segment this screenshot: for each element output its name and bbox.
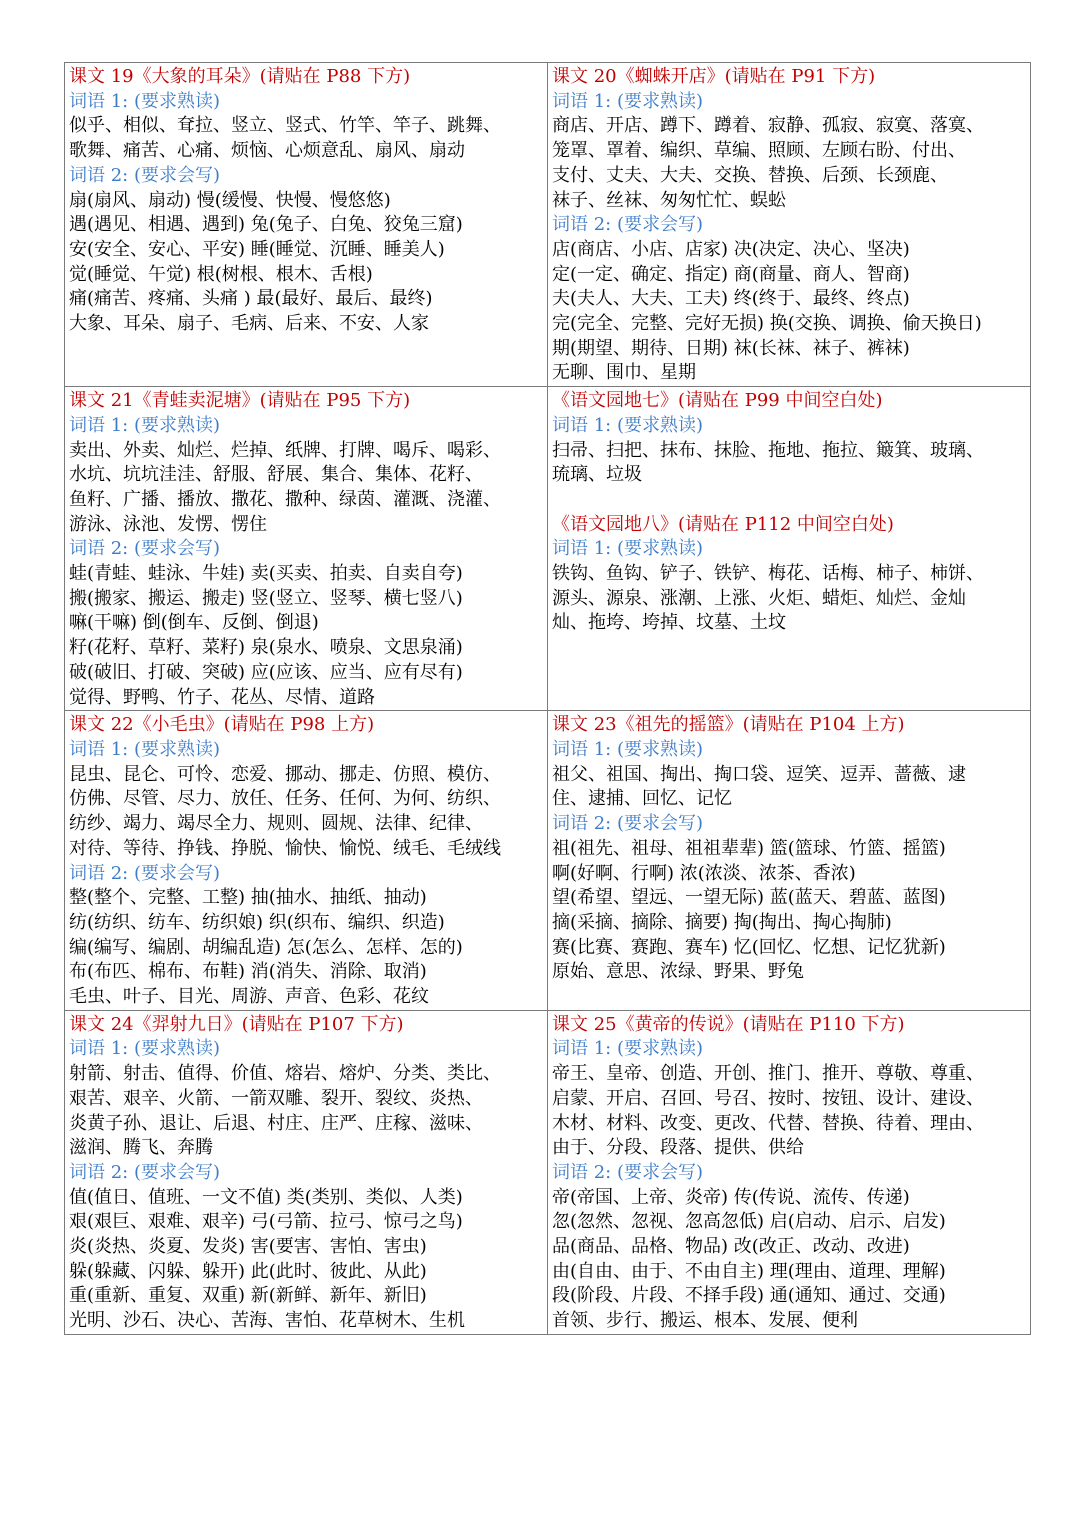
vocab-line: 无聊、围巾、星期 [552,362,696,384]
vocab-line: 首领、步行、搬运、根本、发展、便利 [552,1310,858,1332]
vocab-line: 品(商品、品格、物品) 改(改正、改动、改进) [552,1236,910,1258]
vocab-line: 铁钩、鱼钩、铲子、铁铲、梅花、话梅、柿子、柿饼、 [552,563,984,585]
vocab-group-label: 词语 2: (要求会写) [552,1161,704,1183]
vocab-line: 段(阶段、片段、不择手段) 通(通知、通过、交通) [552,1285,946,1307]
lesson-cell-left [65,711,548,1010]
vocab-line: 支付、丈夫、大夫、交换、替换、后颈、长颈鹿、 [552,164,948,186]
vocab-line: 扇(扇风、扇动) 慢(缓慢、快慢、慢悠悠) [69,189,391,211]
vocab-line: 编(编写、编剧、胡编乱造) 怎(怎么、怎样、怎的) [69,936,463,958]
vocabulary-table-body [65,63,1031,1335]
lesson-row [65,63,1031,387]
vocab-group-label: 词语 1: (要求熟读) [69,414,221,436]
vocab-line: 安(安全、安心、平安) 睡(睡觉、沉睡、睡美人) [69,238,445,260]
vocab-line: 整(整个、完整、工整) 抽(抽水、抽纸、抽动) [69,887,427,909]
vocab-line: 由(自由、由于、不由自主) 理(理由、道理、理解) [552,1260,946,1282]
vocab-line: 水坑、坑坑洼洼、舒服、舒展、集合、集体、花籽、 [69,464,483,486]
vocab-line: 布(布匹、棉布、布鞋) 消(消失、消除、取消) [69,961,427,983]
lesson-title: 《语文园地七》(请贴在 P99 中间空白处) [552,390,883,412]
vocab-line: 忽(忽然、忽视、忽高忽低) 启(启动、启示、启发) [552,1211,946,1233]
vocab-line: 赛(比赛、赛跑、赛车) 忆(回忆、忆想、记忆犹新) [552,936,946,958]
lesson-title: 课文 23《祖先的摇篮》(请贴在 P104 上方) [552,714,905,736]
lesson-title: 课文 20《蜘蛛开店》(请贴在 P91 下方) [552,66,876,87]
lesson-cell-right [548,1010,1031,1334]
vocab-line: 值(值日、值班、一文不值) 类(类别、类似、人类) [69,1186,463,1208]
vocab-line: 鱼籽、广播、播放、撒花、撒种、绿茵、灌溉、浇灌、 [69,488,501,510]
vocab-line: 源头、源泉、涨潮、上涨、火炬、蜡炬、灿烂、金灿 [552,587,966,609]
lesson-row [65,1010,1031,1334]
vocab-line: 游泳、泳池、发愣、愣住 [69,513,267,535]
vocab-line: 望(希望、望远、一望无际) 蓝(蓝天、碧蓝、蓝图) [552,887,946,909]
vocab-group-label: 词语 2: (要求会写) [552,214,704,236]
vocab-line: 昆虫、昆仑、可怜、恋爱、挪动、挪走、仿照、模仿、 [69,763,501,785]
vocab-line: 炎黄子孙、退让、后退、村庄、庄严、庄稼、滋味、 [69,1112,483,1134]
vocab-line: 启蒙、开启、召回、号召、按时、按钮、设计、建设、 [552,1087,984,1109]
lesson-cell-left [65,1010,548,1334]
vocab-line: 啊(好啊、行啊) 浓(浓淡、浓茶、香浓) [552,862,856,884]
lesson-row [65,387,1031,711]
vocab-group-label: 词语 2: (要求会写) [69,164,221,186]
vocabulary-table [64,62,1031,1335]
vocab-line: 艰苦、艰辛、火箭、一箭双雕、裂开、裂纹、炎热、 [69,1087,483,1109]
vocab-line: 籽(花籽、草籽、菜籽) 泉(泉水、喷泉、文思泉涌) [69,637,463,659]
vocab-line: 艰(艰巨、艰难、艰辛) 弓(弓箭、拉弓、惊弓之鸟) [69,1211,463,1233]
vocab-line: 帝(帝国、上帝、炎帝) 传(传说、流传、传递) [552,1186,910,1208]
lesson-title: 课文 24《羿射九日》(请贴在 P107 下方) [69,1013,404,1035]
lesson-cell-right [548,387,1031,711]
vocab-line: 摘(采摘、摘除、摘要) 掏(掏出、掏心掏肺) [552,911,892,933]
vocab-line: 躲(躲藏、闪躲、躲开) 此(此时、彼此、从此) [69,1260,427,1282]
vocab-line: 痛(痛苦、疼痛、头痛 ) 最(最好、最后、最终) [69,288,433,310]
vocab-group-label: 词语 2: (要求会写) [69,1161,221,1183]
vocab-group-label: 词语 1: (要求熟读) [552,414,704,436]
vocab-group-label: 词语 1: (要求熟读) [69,738,221,760]
lesson-title: 《语文园地八》(请贴在 P112 中间空白处) [552,513,894,535]
lesson-cell-left [65,63,548,387]
lesson-title: 课文 19《大象的耳朵》(请贴在 P88 下方) [69,66,411,87]
vocab-group-label: 词语 1: (要求熟读) [69,1038,221,1060]
vocab-line: 射箭、射击、值得、价值、熔岩、熔炉、分类、类比、 [69,1063,501,1085]
vocab-line: 期(期望、期待、日期) 袜(长袜、袜子、裤袜) [552,337,910,359]
vocab-line: 袜子、丝袜、匆匆忙忙、蜈蚣 [552,189,786,211]
vocab-line: 完(完全、完整、完好无损) 换(交换、调换、偷天换日) [552,313,982,335]
vocab-line: 店(商店、小店、店家) 决(决定、决心、坚决) [552,238,910,260]
vocab-line: 觉(睡觉、午觉) 根(树根、根木、舌根) [69,263,373,285]
lesson-title: 课文 25《黄帝的传说》(请贴在 P110 下方) [552,1013,905,1035]
vocab-line: 纺(纺织、纺车、纺织娘) 织(织布、编织、织造) [69,911,445,933]
vocab-line: 滋润、腾飞、奔腾 [69,1137,213,1159]
vocab-line: 搬(搬家、搬运、搬走) 竖(竖立、竖琴、横七竖八) [69,587,463,609]
vocab-line: 祖(祖先、祖母、祖祖辈辈) 篮(篮球、竹篮、摇篮) [552,837,946,859]
vocab-group-label: 词语 1: (要求熟读) [69,90,221,112]
vocab-line: 对待、等待、挣钱、挣脱、愉快、愉悦、绒毛、毛绒线 [69,837,501,859]
lesson-title: 课文 21《青蛙卖泥塘》(请贴在 P95 下方) [69,390,411,412]
vocab-line: 定(一定、确定、指定) 商(商量、商人、智商) [552,263,910,285]
vocab-line: 灿、拖垮、垮掉、坟墓、土坟 [552,612,786,634]
vocab-line: 似乎、相似、耷拉、竖立、竖式、竹竿、竿子、跳舞、 [69,115,501,137]
vocab-line: 扫帚、扫把、抹布、抹脸、拖地、拖拉、簸箕、玻璃、 [552,439,984,461]
vocab-group-label: 词语 2: (要求会写) [69,538,221,560]
vocab-line: 帝王、皇帝、创造、开创、推门、推开、尊敬、尊重、 [552,1063,984,1085]
vocab-line: 夫(夫人、大夫、工夫) 终(终于、最终、终点) [552,288,910,310]
vocab-line: 琉璃、垃圾 [552,464,642,486]
vocab-line: 嘛(干嘛) 倒(倒车、反倒、倒退) [69,612,319,634]
lesson-row [65,711,1031,1010]
vocab-group-label: 词语 1: (要求熟读) [552,738,704,760]
lesson-title: 课文 22《小毛虫》(请贴在 P98 上方) [69,714,375,736]
vocab-line: 觉得、野鸭、竹子、花丛、尽情、道路 [69,686,375,708]
vocab-line: 歌舞、痛苦、心痛、烦恼、心烦意乱、扇风、扇动 [69,140,465,162]
vocab-line: 光明、沙石、决心、苦海、害怕、花草树木、生机 [69,1310,465,1332]
vocab-line: 祖父、祖国、掏出、掏口袋、逗笑、逗弄、蔷薇、逮 [552,763,966,785]
vocab-group-label: 词语 2: (要求会写) [69,862,221,884]
vocab-line: 原始、意思、浓绿、野果、野兔 [552,961,804,983]
vocab-group-label: 词语 1: (要求熟读) [552,1038,704,1060]
lesson-cell-right [548,63,1031,387]
vocab-line: 由于、分段、段落、提供、供给 [552,1137,804,1159]
vocab-line: 遇(遇见、相遇、遇到) 兔(兔子、白兔、狡兔三窟) [69,214,463,236]
vocab-line: 纺纱、竭力、竭尽全力、规则、圆规、法律、纪律、 [69,813,483,835]
vocab-line: 仿佛、尽管、尽力、放任、任务、任何、为何、纺织、 [69,788,501,810]
vocab-line: 炎(炎热、炎夏、发炎) 害(要害、害怕、害虫) [69,1236,427,1258]
vocab-group-label: 词语 1: (要求熟读) [552,538,704,560]
vocab-line: 蛙(青蛙、蛙泳、牛娃) 卖(买卖、拍卖、自卖自夸) [69,563,463,585]
blank-line [552,488,1027,513]
vocab-line: 笼罩、罩着、编织、草编、照顾、左顾右盼、付出、 [552,140,966,162]
vocab-line: 住、逮捕、回忆、记忆 [552,788,732,810]
vocab-line: 商店、开店、蹲下、蹲着、寂静、孤寂、寂寞、落寞、 [552,115,984,137]
vocab-line: 破(破旧、打破、突破) 应(应该、应当、应有尽有) [69,661,463,683]
vocab-line: 毛虫、叶子、目光、周游、声音、色彩、花纹 [69,986,429,1008]
vocab-line: 大象、耳朵、扇子、毛病、后来、不安、人家 [69,313,429,335]
vocab-line: 木材、材料、改变、更改、代替、替换、待着、理由、 [552,1112,984,1134]
lesson-cell-left [65,387,548,711]
vocab-line: 重(重新、重复、双重) 新(新鲜、新年、新旧) [69,1285,427,1307]
vocab-line: 卖出、外卖、灿烂、烂掉、纸牌、打牌、喝斥、喝彩、 [69,439,501,461]
vocab-group-label: 词语 2: (要求会写) [552,813,704,835]
lesson-cell-right [548,711,1031,1010]
vocab-group-label: 词语 1: (要求熟读) [552,90,704,112]
